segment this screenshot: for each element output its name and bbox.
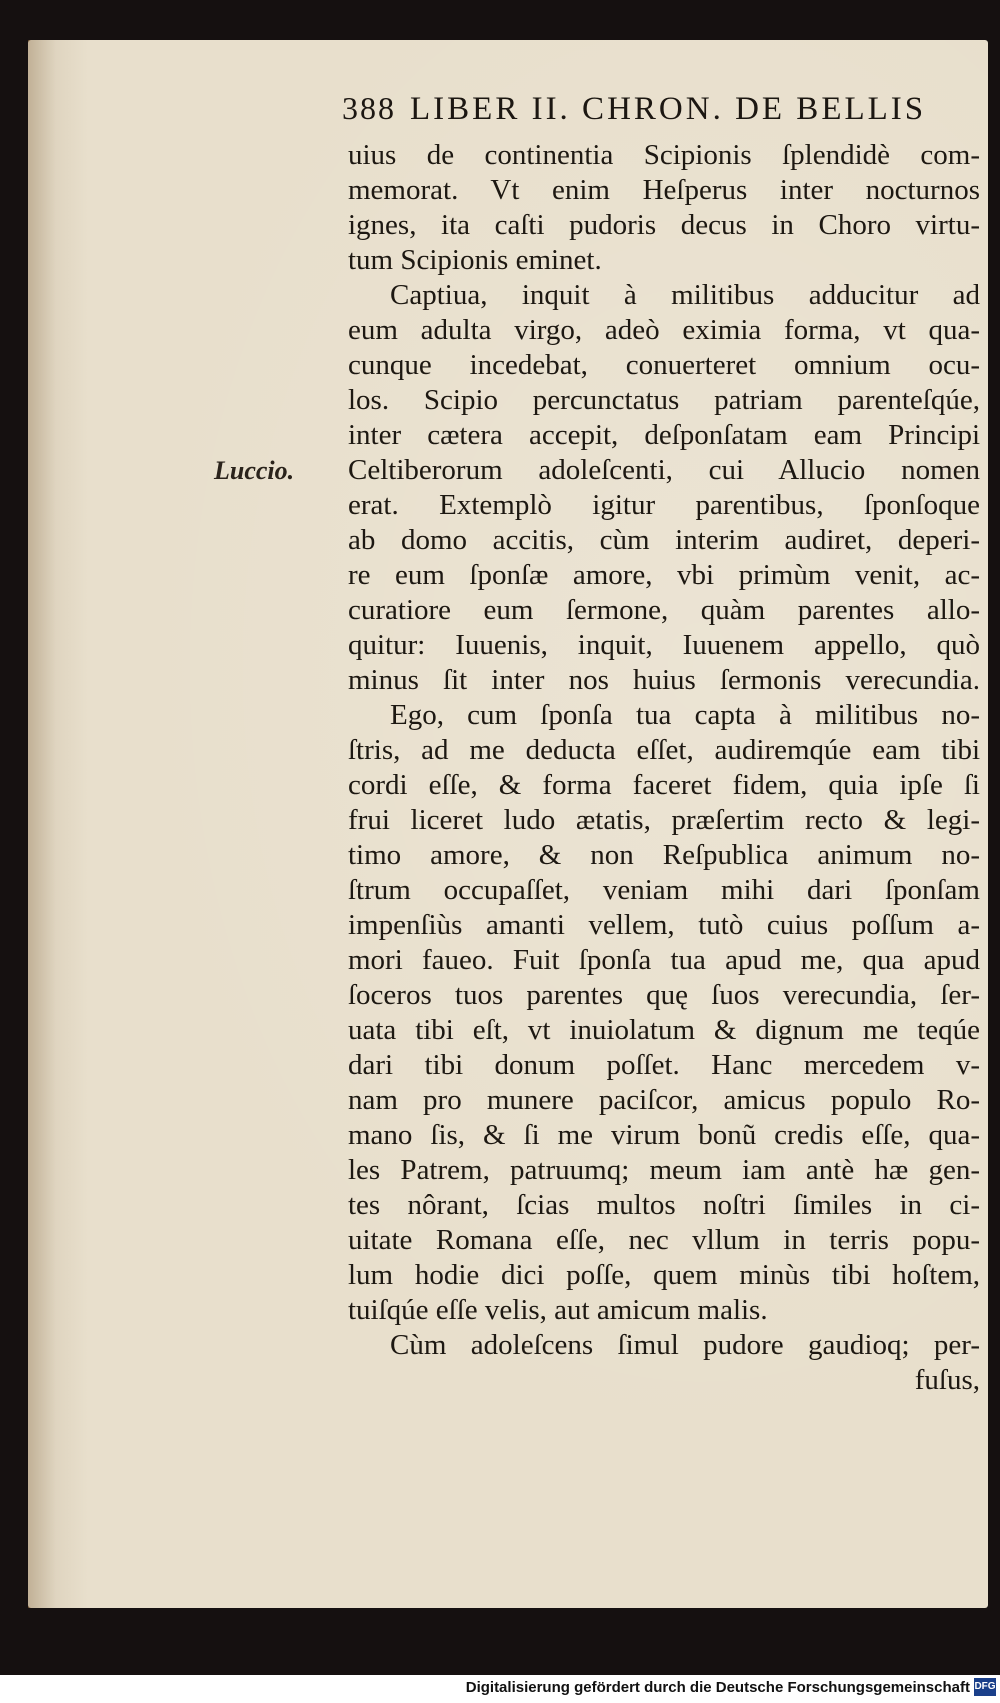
text-line: les Patrem, patruumq; meum iam antè hæ gen-	[348, 1154, 980, 1186]
page-number: 388	[342, 90, 396, 126]
text-line: tuiſqúe eſſe velis, aut amicum malis.	[348, 1294, 768, 1326]
text-line: inter cætera accepit, deſponſatam eam Principi	[348, 419, 980, 451]
dfg-logo: DFG	[974, 1678, 996, 1696]
text-line: Cùm adoleſcens ſimul pudore gaudioq; per-	[390, 1329, 980, 1361]
running-header	[342, 90, 932, 128]
footer-credit: Digitalisierung gefördert durch die Deutsche Forschungsgemeinschaft	[465, 1679, 970, 1696]
text-line: cunque incedebat, conuerteret omnium ocu-	[348, 349, 980, 381]
text-line: nam pro munere paciſcor, amicus populo Ro-	[348, 1084, 980, 1116]
digitization-footer	[0, 1675, 1000, 1703]
text-line: Captiua, inquit à militibus adducitur ad	[390, 279, 980, 311]
text-line: tes nôrant, ſcias multos noſtri ſimiles in ci-	[348, 1189, 980, 1221]
text-line: uata tibi eſt, vt inuiolatum & dignum me teqúe	[348, 1014, 980, 1046]
text-line: ſtrum occupaſſet, veniam mihi dari ſponſam	[348, 874, 980, 906]
marginal-note: Luccio.	[214, 456, 295, 485]
text-line: quitur: Iuuenis, inquit, Iuuenem appello, quò	[348, 629, 980, 661]
text-line: frui liceret ludo ætatis, præſertim recto & legi-	[348, 804, 980, 836]
text-line: ignes, ita caſti pudoris decus in Choro virtu-	[348, 209, 980, 241]
text-line: ſtris, ad me deducta eſſet, audiremqúe eam tibi	[348, 734, 980, 766]
text-line: minus ſit inter nos huius ſermonis verecundia.	[348, 664, 980, 696]
text-line: impenſiùs amanti vellem, tutò cuius poſſum a-	[348, 909, 980, 941]
body-text	[348, 138, 980, 1398]
text-line: re eum ſponſæ amore, vbi primùm venit, ac-	[348, 559, 980, 591]
text-line: fuſus,	[914, 1364, 980, 1396]
text-line: curatiore eum ſermone, quàm parentes allo-	[348, 594, 980, 626]
text-line: mano ſis, & ſi me virum bonũ credis eſſe, qua-	[348, 1119, 980, 1151]
text-line: ab domo accitis, cùm interim audiret, deperi-	[348, 524, 980, 556]
text-line: cordi eſſe, & forma faceret fidem, quia ipſe ſi	[348, 769, 980, 801]
text-line: dari tibi donum poſſet. Hanc mercedem v-	[348, 1049, 980, 1081]
text-line: los. Scipio percunctatus patriam parenteſqúe,	[348, 384, 980, 416]
text-line: ſoceros tuos parentes quę ſuos verecundia, ſer-	[348, 979, 980, 1011]
text-line: erat. Extemplò igitur parentibus, ſponſoque	[348, 489, 980, 521]
running-title: LIBER II. CHRON. DE BELLIS	[410, 91, 927, 127]
text-line: tum Scipionis eminet.	[348, 244, 602, 276]
text-line: timo amore, & non Reſpublica animum no-	[348, 839, 980, 871]
text-line: Ego, cum ſponſa tua capta à militibus no-	[390, 699, 980, 731]
text-line: mori faueo. Fuit ſponſa tua apud me, qua apud	[348, 944, 980, 976]
text-line: uitate Romana eſſe, nec vllum in terris popu-	[348, 1224, 980, 1256]
text-line: eum adulta virgo, adeò eximia forma, vt qua-	[348, 314, 980, 346]
text-line: uius de continentia Scipionis ſplendidè com-	[348, 139, 980, 171]
text-line: Celtiberorum adoleſcenti, cui Allucio nomen	[348, 454, 980, 486]
text-line: memorat. Vt enim Heſperus inter nocturnos	[348, 174, 980, 206]
text-line: lum hodie dici poſſe, quem minùs tibi hoſtem,	[348, 1259, 980, 1291]
